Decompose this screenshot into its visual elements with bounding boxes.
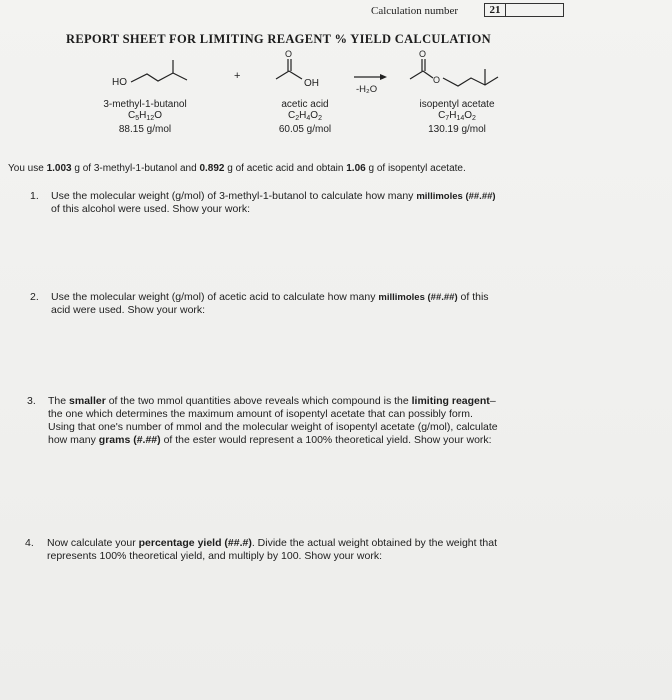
question-3-line-4: how many grams (#.##) of the ester would represent a 100% theoretical yield. Show your work: xyxy=(48,434,492,446)
question-4-number: 4. xyxy=(25,537,34,549)
carbonyl-oxygen-label-3: O xyxy=(419,49,427,59)
reaction-scheme xyxy=(0,49,672,150)
product-info xyxy=(402,99,512,135)
reactant-2-formula: $C_2H_4O_2$ xyxy=(288,110,322,122)
calculation-number-box xyxy=(484,3,564,17)
reactant-1-formula: $C_5H_{12}O$ xyxy=(128,110,162,122)
page-title: REPORT SHEET FOR LIMITING REAGENT % YIELD CALCULATION xyxy=(66,32,491,46)
calculation-number-label: Calculation number xyxy=(371,5,459,17)
question-2-line-1: Use the molecular weight (g/mol) of acetic acid to calculate how many millimoles (##.##) of this xyxy=(51,291,489,303)
arrow-condition: -H₂O xyxy=(356,84,378,95)
acetic-acid-structure xyxy=(276,59,302,79)
alcohol-mass: 1.003 xyxy=(46,163,72,174)
acid-mass: 0.892 xyxy=(199,163,225,174)
carbonyl-oxygen-label-2: O xyxy=(285,49,293,59)
calculation-number: 21 xyxy=(485,4,506,16)
question-4-line-2: represents 100% theoretical yield, and multiply by 100. Show your work: xyxy=(47,550,383,562)
question-4-line-1: Now calculate your percentage yield (##.#). Divide the actual weight obtained by the weight that xyxy=(47,537,497,549)
question-1-number: 1. xyxy=(30,190,39,202)
question-3-line-3: Using that one's number of mmol and the molecular weight of isopentyl acetate (g/mol), calculate xyxy=(48,421,498,433)
plus-sign: + xyxy=(234,70,241,82)
question-3-line-1: The smaller of the two mmol quantities above reveals which compound is the limiting reagent– xyxy=(48,395,496,407)
reactant-2-mw: 60.05 g/mol xyxy=(278,124,332,135)
product-name: isopentyl acetate xyxy=(419,99,495,110)
product-mw: 130.19 g/mol xyxy=(428,124,486,135)
question-1-line-2: of this alcohol were used. Show your work: xyxy=(51,203,251,215)
question-2-line-2: acid were used. Show your work: xyxy=(51,304,206,316)
question-3-line-2: the one which determines the maximum amount of isopentyl acetate that can possibly form. xyxy=(48,408,473,420)
isopentyl-acetate-structure xyxy=(410,59,498,86)
hydroxyl-label-2: OH xyxy=(304,78,319,89)
problem-statement: You use 1.003 g of 3-methyl-1-butanol and 0.892 g of acetic acid and obtain 1.06 g of isopentyl acetate. xyxy=(8,163,466,174)
reactant-1-info xyxy=(85,99,205,135)
question-2-number: 2. xyxy=(30,291,39,303)
ester-oxygen-label: O xyxy=(433,75,441,85)
hydroxyl-label-1: HO xyxy=(112,77,127,88)
question-1-line-1: Use the molecular weight (g/mol) of 3-methyl-1-butanol to calculate how many millimoles (##.##) xyxy=(51,190,496,202)
question-3-number: 3. xyxy=(27,395,36,407)
reactant-2-info xyxy=(255,99,355,135)
ester-mass: 1.06 xyxy=(346,163,366,174)
product-formula: $C_7H_{14}O_2$ xyxy=(438,110,476,122)
reactant-1-mw: 88.15 g/mol xyxy=(118,124,172,135)
reactant-2-name: acetic acid xyxy=(281,99,329,110)
3-methyl-1-butanol-structure xyxy=(131,60,187,82)
reactant-1-name: 3-methyl-1-butanol xyxy=(103,99,187,110)
